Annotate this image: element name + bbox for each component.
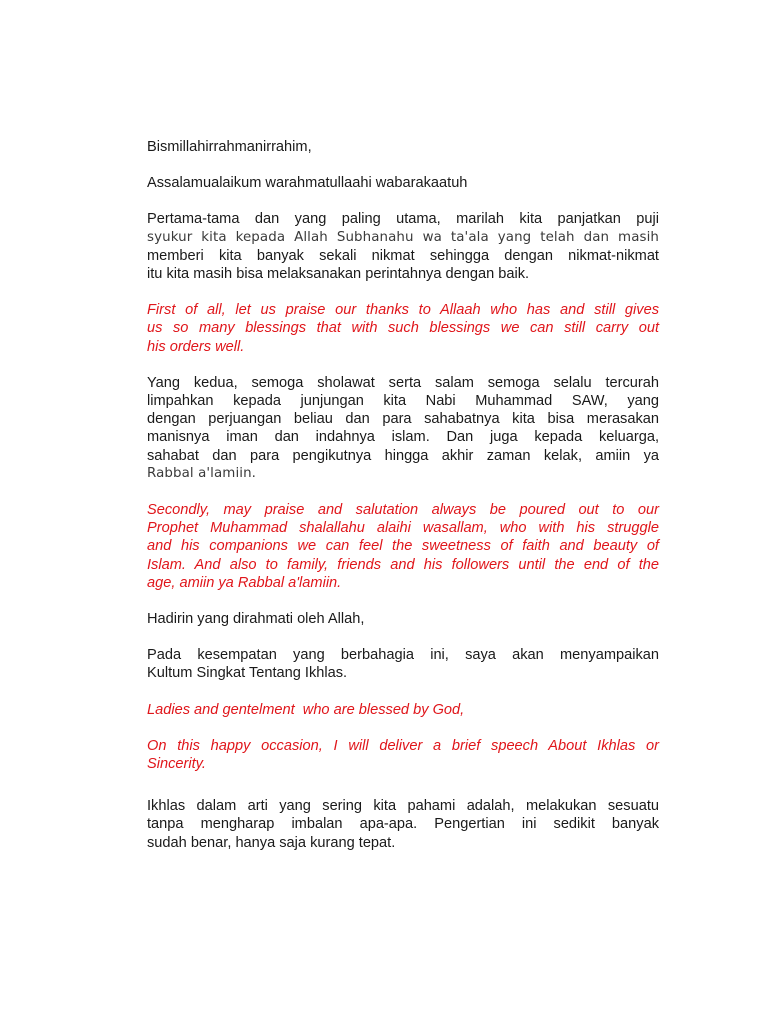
paragraph-line: us so many blessings that with such blessings we can still carry out — [147, 320, 659, 337]
paragraph-1-translation — [147, 301, 659, 356]
paragraph-line: Islam. And also to family, friends and his followers until the end of the — [147, 556, 659, 573]
paragraph-2-translation — [147, 501, 659, 592]
paragraph-line: manisnya iman dan indahnya islam. Dan juga kepada keluarga, — [147, 429, 659, 446]
audience-greeting-translation — [147, 701, 659, 719]
paragraph-line: Rabbal a'lamiin. — [147, 465, 257, 481]
paragraph-line: tanpa mengharap imbalan apa-apa. Pengertian ini sedikit banyak — [147, 816, 659, 833]
paragraph-3 — [147, 646, 659, 682]
paragraph-line: Pada kesempatan yang berbahagia ini, saya akan menyampaikan — [147, 647, 659, 664]
paragraph-2 — [147, 374, 659, 483]
paragraph-1 — [147, 210, 659, 283]
paragraph-line: Yang kedua, semoga sholawat serta salam semoga selalu tercurah — [147, 374, 659, 391]
paragraph-line: and his companions we can feel the sweetness of faith and beauty of — [147, 538, 659, 555]
greeting — [147, 138, 659, 156]
paragraph-line: Prophet Muhammad shalallahu alaihi wasallam, who with his struggle — [147, 520, 659, 537]
paragraph-line: dengan perjuangan beliau dan para sahabatnya kita bisa merasakan — [147, 411, 659, 428]
paragraph-line: memberi kita banyak sekali nikmat sehingga dengan nikmat-nikmat — [147, 247, 659, 264]
paragraph-line: itu kita masih bisa melaksanakan perintahnya dengan baik. — [147, 266, 530, 283]
paragraph-line: age, amiin ya Rabbal a'lamiin. — [147, 574, 342, 591]
paragraph-line: sahabat dan para pengikutnya hingga akhir zaman kelak, amiin ya — [147, 447, 659, 464]
salam — [147, 174, 659, 192]
paragraph-line: Sincerity. — [147, 756, 206, 773]
paragraph-line: Kultum Singkat Tentang Ikhlas. — [147, 665, 348, 682]
paragraph-line: limpahkan kepada junjungan kita Nabi Muhammad SAW, yang — [147, 393, 659, 410]
paragraph-3-translation — [147, 737, 659, 773]
audience-translation-text: Ladies and gentelment who are blessed by God, — [147, 701, 465, 718]
greeting-text: Bismillahirrahmanirrahim, — [147, 139, 312, 155]
paragraph-line: his orders well. — [147, 338, 245, 355]
paragraph-line: Secondly, may praise and salutation always be poured out to our — [147, 502, 659, 519]
paragraph-line: On this happy occasion, I will deliver a brief speech About Ikhlas or — [147, 737, 659, 754]
paragraph-line: First of all, let us praise our thanks to Allaah who has and still gives — [147, 302, 659, 319]
salam-text: Assalamualaikum warahmatullaahi wabarakaatuh — [147, 175, 468, 192]
document-body — [147, 138, 659, 870]
paragraph-line: Ikhlas dalam arti yang sering kita pahami adalah, melakukan sesuatu — [147, 798, 659, 815]
paragraph-line: syukur kita kepada Allah Subhanahu wa ta'ala yang telah dan masih — [147, 229, 659, 245]
audience-text: Hadirin yang dirahmati oleh Allah, — [147, 611, 365, 628]
paragraph-line: sudah benar, hanya saja kurang tepat. — [147, 834, 396, 851]
paragraph-4 — [147, 797, 659, 852]
audience-greeting — [147, 610, 659, 628]
paragraph-line: Pertama-tama dan yang paling utama, marilah kita panjatkan puji — [147, 211, 659, 228]
